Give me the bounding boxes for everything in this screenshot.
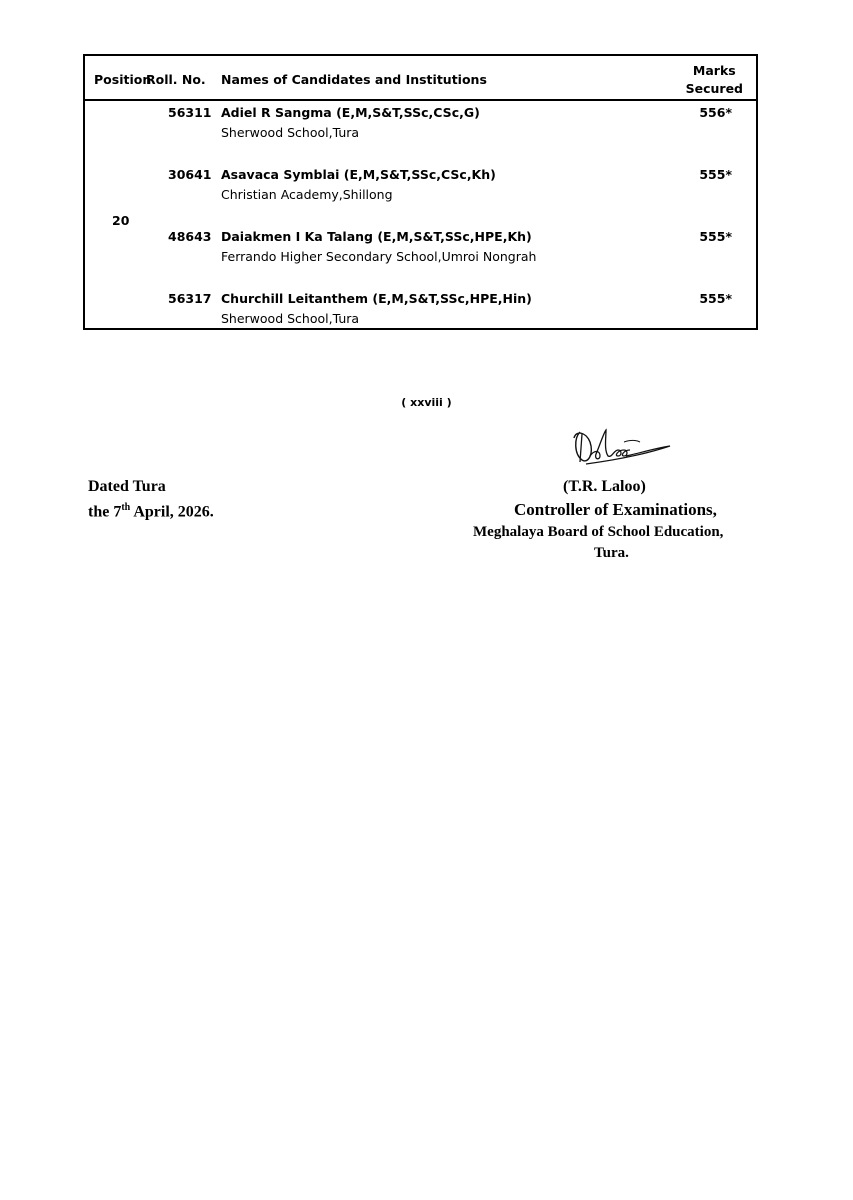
signatory-name: (T.R. Laloo) [563, 478, 646, 495]
candidate-name: Asavaca Symblai (E,M,S&T,SSc,CSc,Kh) [221, 167, 496, 182]
date-suffix: April, 2026. [130, 503, 214, 521]
dated-date [88, 502, 214, 521]
table-row [85, 225, 756, 275]
handwritten-signature [566, 424, 678, 472]
header-position: Position [94, 72, 152, 87]
table-row [85, 163, 756, 213]
header-marks-line2: Secured [685, 81, 743, 96]
header-names: Names of Candidates and Institutions [221, 72, 487, 87]
table-row [85, 287, 756, 337]
header-roll-no: Roll. No. [146, 72, 206, 87]
roll-number: 30641 [168, 167, 212, 182]
candidate-name: Adiel R Sangma (E,M,S&T,SSc,CSc,G) [221, 105, 480, 120]
institution-name: Ferrando Higher Secondary School,Umroi Nongrah [221, 249, 537, 264]
institution-name: Sherwood School,Tura [221, 311, 360, 326]
position-value: 20 [112, 213, 130, 228]
date-superscript: th [121, 502, 131, 513]
results-table [83, 54, 758, 330]
roll-number: 56317 [168, 291, 212, 306]
marks-secured: 555* [699, 229, 732, 244]
table-header-row [85, 56, 756, 101]
institution-name: Sherwood School,Tura [221, 125, 360, 140]
marks-secured: 556* [699, 105, 732, 120]
candidate-name: Daiakmen I Ka Talang (E,M,S&T,SSc,HPE,Kh) [221, 229, 532, 244]
page-number: ( xxviii ) [401, 396, 452, 409]
header-marks-line1: Marks [692, 63, 736, 78]
institution-name: Christian Academy,Shillong [221, 187, 393, 202]
signatory-organization: Meghalaya Board of School Education, [473, 524, 724, 540]
marks-secured: 555* [699, 291, 732, 306]
roll-number: 56311 [168, 105, 212, 120]
signatory-designation: Controller of Examinations, [514, 500, 717, 519]
table-body [85, 101, 756, 328]
signatory-place: Tura. [594, 545, 629, 561]
marks-secured: 555* [699, 167, 732, 182]
table-row [85, 101, 756, 151]
date-prefix: the 7 [88, 503, 122, 521]
dated-place: Dated Tura [88, 478, 166, 495]
candidate-name: Churchill Leitanthem (E,M,S&T,SSc,HPE,Hin) [221, 291, 532, 306]
header-marks [686, 62, 743, 98]
roll-number: 48643 [168, 229, 212, 244]
